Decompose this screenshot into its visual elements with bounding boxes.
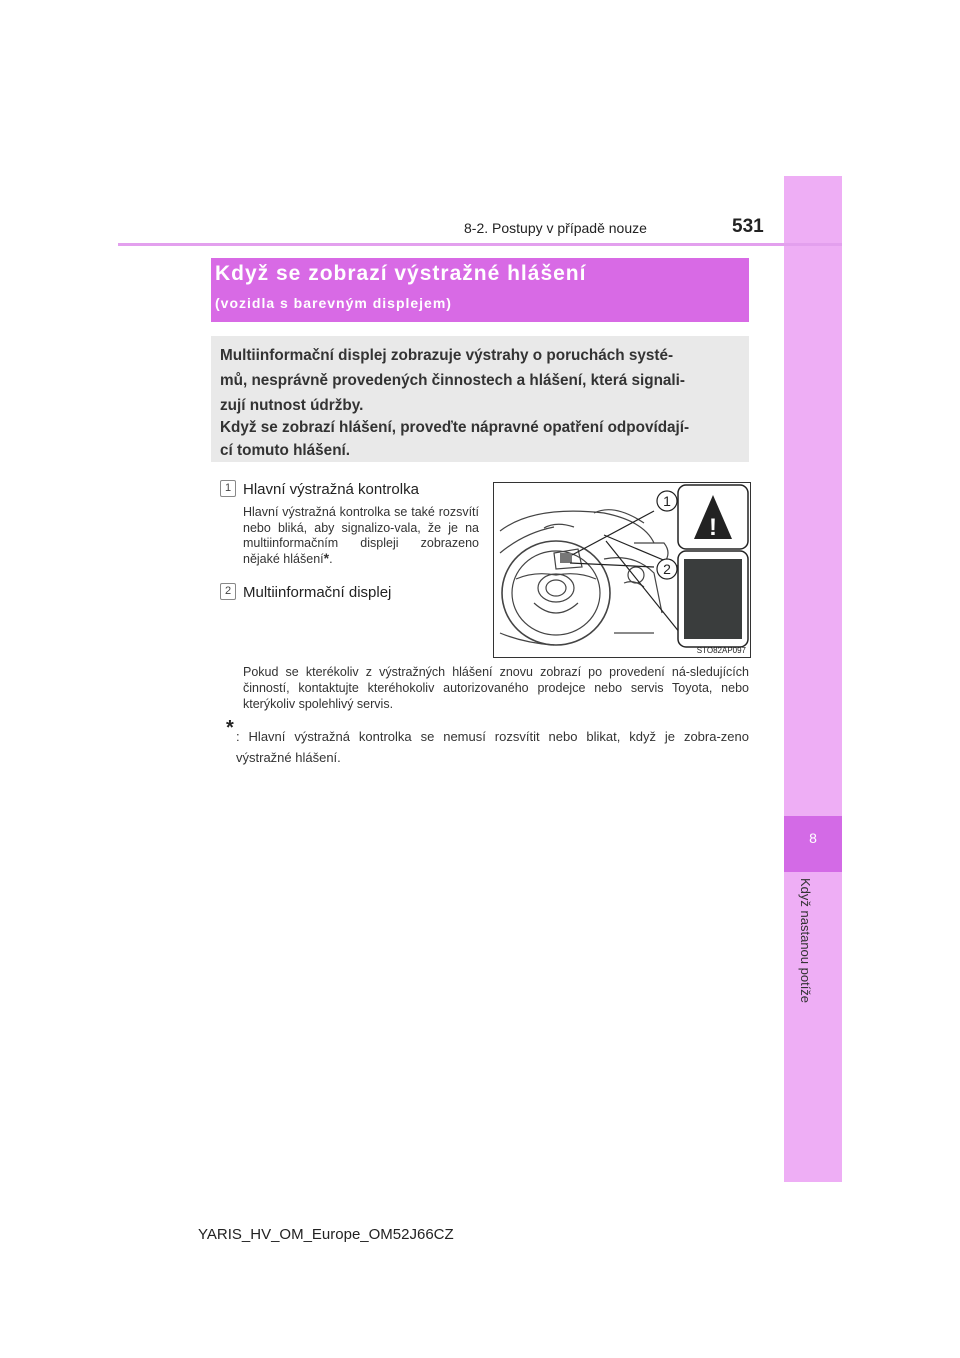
item-description-end: . bbox=[329, 551, 333, 566]
illustration-code: STO82AP097 bbox=[696, 646, 746, 655]
document-footer: YARIS_HV_OM_Europe_OM52J66CZ bbox=[198, 1226, 454, 1243]
note-paragraph: Pokud se kterékoliv z výstražných hlášení znovu zobrazí po provedení ná-sledujících činností, kontaktujte kteréhokoliv autorizovaného prodejce nebo servis Toyota, nebo kterýkoliv spolehlivý servis. bbox=[243, 665, 749, 711]
summary-box bbox=[211, 336, 749, 462]
summary-line: Když se zobrazí hlášení, proveďte nápravné opatření odpovídají- bbox=[220, 419, 690, 436]
item-description bbox=[243, 505, 479, 567]
chapter-label: Když nastanou potíže bbox=[798, 878, 813, 1004]
item-number-badge: 2 bbox=[220, 583, 236, 600]
item-number-badge: 1 bbox=[220, 480, 236, 497]
display-panel bbox=[684, 559, 742, 639]
warning-glyph: ! bbox=[709, 514, 717, 541]
summary-line: cí tomuto hlášení. bbox=[220, 442, 351, 459]
footnote-star: * bbox=[226, 717, 234, 739]
dashboard-illustration bbox=[493, 482, 751, 658]
chapter-side-tab bbox=[784, 176, 842, 1182]
item-title-display: Multiinformační displej bbox=[243, 584, 392, 601]
summary-line: mů, nesprávně provedených činnostech a hlášení, která signali- bbox=[220, 372, 686, 389]
summary-line: zují nutnost údržby. bbox=[220, 397, 364, 414]
footnote-marker: * bbox=[323, 549, 330, 566]
section-heading: 8-2. Postupy v případě nouze bbox=[464, 220, 647, 236]
header-rule bbox=[118, 243, 842, 246]
item-description-text: Hlavní výstražná kontrolka se také rozsvítí nebo bliká, aby signalizo-vala, že je na multiinformačním displeji zobrazeno nějaké hlášení bbox=[243, 505, 479, 566]
item-title-warning-light: Hlavní výstražná kontrolka bbox=[243, 481, 419, 498]
dashboard-drawing bbox=[494, 483, 750, 657]
footnote-text: : Hlavní výstražná kontrolka se nemusí rozsvítit nebo blikat, když je zobra-zeno výstražné hlášení. bbox=[236, 729, 749, 765]
chapter-number: 8 bbox=[809, 830, 817, 846]
summary-line: Multiinformační displej zobrazuje výstrahy o poruchách systé- bbox=[220, 347, 674, 364]
page-title: Když se zobrazí výstražné hlášení bbox=[215, 262, 587, 285]
page-number: 531 bbox=[732, 216, 764, 237]
callout-number-2: 2 bbox=[663, 561, 671, 577]
page-subtitle: (vozidla s barevným displejem) bbox=[215, 295, 452, 311]
callout-number-1: 1 bbox=[663, 493, 671, 509]
